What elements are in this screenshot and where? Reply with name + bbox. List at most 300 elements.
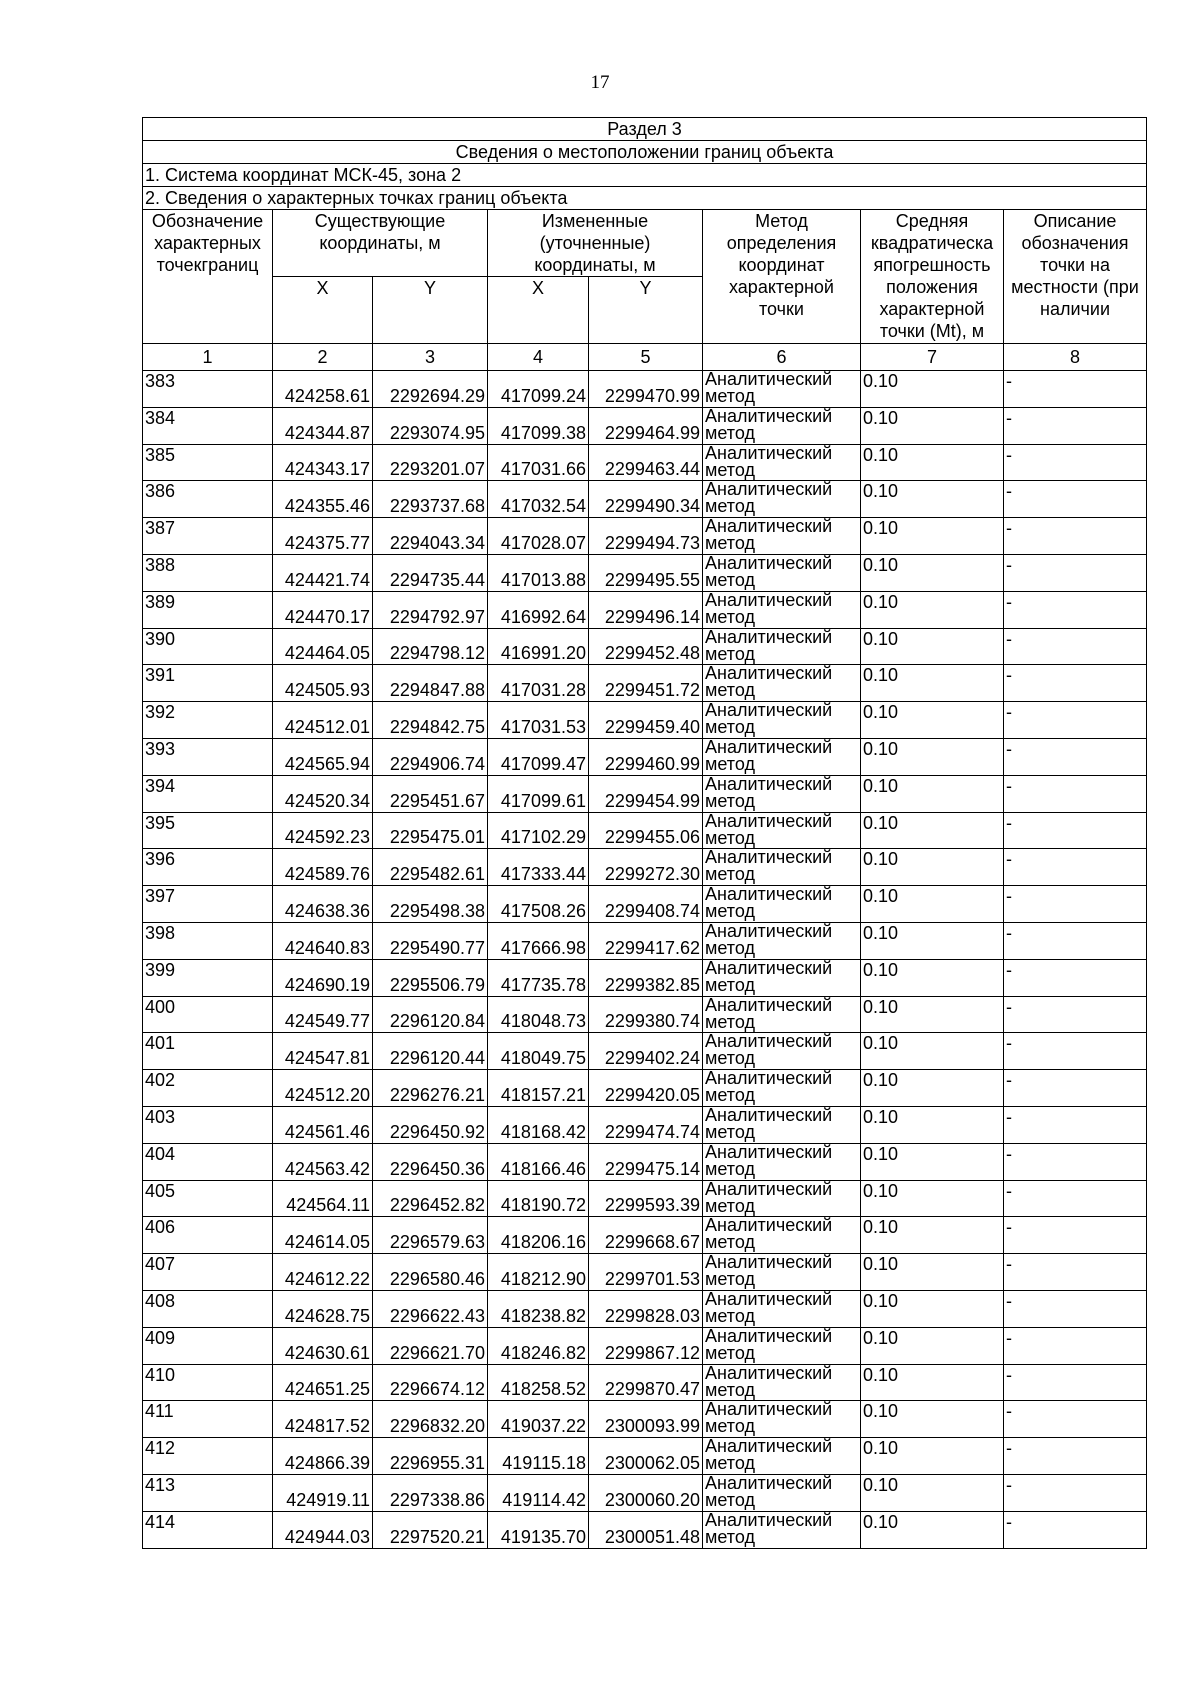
- point-id: 388: [143, 554, 273, 591]
- description: -: [1004, 812, 1147, 849]
- table-row: [143, 371, 1147, 408]
- changed-x: 417031.28: [488, 665, 589, 702]
- header-changed-y: Y: [589, 277, 703, 344]
- changed-x: 418048.73: [488, 996, 589, 1033]
- changed-y: 2299402.24: [589, 1033, 703, 1070]
- changed-y: 2299701.53: [589, 1254, 703, 1291]
- point-id: 402: [143, 1070, 273, 1107]
- method: Аналитический метод: [703, 628, 861, 665]
- changed-x: 417666.98: [488, 922, 589, 959]
- point-id: 412: [143, 1438, 273, 1475]
- description: -: [1004, 959, 1147, 996]
- changed-x: 417735.78: [488, 959, 589, 996]
- point-id: 390: [143, 628, 273, 665]
- table-row: [143, 1438, 1147, 1475]
- description: -: [1004, 1106, 1147, 1143]
- existing-y: 2294043.34: [373, 518, 488, 555]
- method: Аналитический метод: [703, 1364, 861, 1401]
- table-row: [143, 1474, 1147, 1511]
- method: Аналитический метод: [703, 849, 861, 886]
- column-number: 4: [488, 344, 589, 371]
- table-row: [143, 1401, 1147, 1438]
- existing-y: 2296955.31: [373, 1438, 488, 1475]
- changed-x: 417508.26: [488, 886, 589, 923]
- mean-error: 0.10: [861, 959, 1004, 996]
- mean-error: 0.10: [861, 1327, 1004, 1364]
- description: -: [1004, 922, 1147, 959]
- description: -: [1004, 371, 1147, 408]
- table-row: [143, 407, 1147, 444]
- existing-y: 2296450.92: [373, 1106, 488, 1143]
- changed-x: 417102.29: [488, 812, 589, 849]
- header-existing-y: Y: [373, 277, 488, 344]
- point-id: 413: [143, 1474, 273, 1511]
- changed-y: 2299459.40: [589, 702, 703, 739]
- mean-error: 0.10: [861, 481, 1004, 518]
- changed-y: 2299454.99: [589, 775, 703, 812]
- existing-y: 2296622.43: [373, 1290, 488, 1327]
- table-row: [143, 1070, 1147, 1107]
- method: Аналитический метод: [703, 407, 861, 444]
- method: Аналитический метод: [703, 665, 861, 702]
- changed-y: 2299828.03: [589, 1290, 703, 1327]
- existing-y: 2295506.79: [373, 959, 488, 996]
- point-id: 383: [143, 371, 273, 408]
- mean-error: 0.10: [861, 1033, 1004, 1070]
- boundary-points-table: [142, 117, 1147, 1549]
- table-row: [143, 959, 1147, 996]
- description: -: [1004, 886, 1147, 923]
- table-row: [143, 1180, 1147, 1217]
- method: Аналитический метод: [703, 1217, 861, 1254]
- existing-x: 424866.39: [273, 1438, 373, 1475]
- method: Аналитический метод: [703, 1511, 861, 1548]
- point-id: 392: [143, 702, 273, 739]
- existing-x: 424592.23: [273, 812, 373, 849]
- method: Аналитический метод: [703, 996, 861, 1033]
- point-id: 385: [143, 444, 273, 481]
- description: -: [1004, 1401, 1147, 1438]
- point-id: 408: [143, 1290, 273, 1327]
- changed-x: 419135.70: [488, 1511, 589, 1548]
- method: Аналитический метод: [703, 1070, 861, 1107]
- changed-x: 417031.53: [488, 702, 589, 739]
- existing-x: 424547.81: [273, 1033, 373, 1070]
- changed-y: 2299495.55: [589, 554, 703, 591]
- changed-y: 2300060.20: [589, 1474, 703, 1511]
- changed-x: 418157.21: [488, 1070, 589, 1107]
- changed-y: 2299451.72: [589, 665, 703, 702]
- existing-y: 2296832.20: [373, 1401, 488, 1438]
- header-method: Метод определения координат характерной точки: [703, 210, 861, 344]
- existing-y: 2294792.97: [373, 591, 488, 628]
- changed-y: 2299668.67: [589, 1217, 703, 1254]
- description: -: [1004, 1511, 1147, 1548]
- point-id: 387: [143, 518, 273, 555]
- existing-y: 2296674.12: [373, 1364, 488, 1401]
- existing-x: 424638.36: [273, 886, 373, 923]
- changed-y: 2299408.74: [589, 886, 703, 923]
- table-row: [143, 665, 1147, 702]
- changed-y: 2299490.34: [589, 481, 703, 518]
- changed-x: 417032.54: [488, 481, 589, 518]
- mean-error: 0.10: [861, 1438, 1004, 1475]
- changed-y: 2299496.14: [589, 591, 703, 628]
- point-id: 395: [143, 812, 273, 849]
- changed-y: 2299382.85: [589, 959, 703, 996]
- method: Аналитический метод: [703, 886, 861, 923]
- changed-y: 2299867.12: [589, 1327, 703, 1364]
- changed-y: 2299380.74: [589, 996, 703, 1033]
- method: Аналитический метод: [703, 922, 861, 959]
- existing-x: 424343.17: [273, 444, 373, 481]
- description: -: [1004, 1033, 1147, 1070]
- existing-x: 424614.05: [273, 1217, 373, 1254]
- mean-error: 0.10: [861, 996, 1004, 1033]
- existing-y: 2296120.84: [373, 996, 488, 1033]
- method: Аналитический метод: [703, 1438, 861, 1475]
- table-row: [143, 554, 1147, 591]
- table-row: [143, 775, 1147, 812]
- description: -: [1004, 554, 1147, 591]
- header-description: Описание обозначения точки на местности (при наличии: [1004, 210, 1147, 344]
- mean-error: 0.10: [861, 665, 1004, 702]
- point-id: 393: [143, 738, 273, 775]
- changed-x: 418246.82: [488, 1327, 589, 1364]
- mean-error: 0.10: [861, 554, 1004, 591]
- header-designation: Обозначение характерных точекграниц: [143, 210, 273, 344]
- header-changed-x: X: [488, 277, 589, 344]
- description: -: [1004, 1438, 1147, 1475]
- point-id: 414: [143, 1511, 273, 1548]
- changed-y: 2299455.06: [589, 812, 703, 849]
- mean-error: 0.10: [861, 1290, 1004, 1327]
- existing-y: 2294842.75: [373, 702, 488, 739]
- changed-y: 2299463.44: [589, 444, 703, 481]
- existing-y: 2295475.01: [373, 812, 488, 849]
- table-row: [143, 996, 1147, 1033]
- changed-x: 417099.24: [488, 371, 589, 408]
- existing-x: 424589.76: [273, 849, 373, 886]
- existing-y: 2295451.67: [373, 775, 488, 812]
- method: Аналитический метод: [703, 1143, 861, 1180]
- method: Аналитический метод: [703, 1033, 861, 1070]
- existing-y: 2293737.68: [373, 481, 488, 518]
- description: -: [1004, 1290, 1147, 1327]
- table-row: [143, 518, 1147, 555]
- changed-x: 416991.20: [488, 628, 589, 665]
- changed-x: 418190.72: [488, 1180, 589, 1217]
- column-number: 7: [861, 344, 1004, 371]
- existing-x: 424258.61: [273, 371, 373, 408]
- existing-x: 424612.22: [273, 1254, 373, 1291]
- changed-x: 417333.44: [488, 849, 589, 886]
- section-title: Раздел 3: [143, 118, 1147, 141]
- point-id: 389: [143, 591, 273, 628]
- existing-x: 424375.77: [273, 518, 373, 555]
- changed-y: 2299475.14: [589, 1143, 703, 1180]
- existing-x: 424421.74: [273, 554, 373, 591]
- description: -: [1004, 481, 1147, 518]
- description: -: [1004, 1364, 1147, 1401]
- changed-y: 2299420.05: [589, 1070, 703, 1107]
- existing-x: 424919.11: [273, 1474, 373, 1511]
- description: -: [1004, 702, 1147, 739]
- changed-y: 2299494.73: [589, 518, 703, 555]
- mean-error: 0.10: [861, 407, 1004, 444]
- changed-y: 2300051.48: [589, 1511, 703, 1548]
- changed-x: 418258.52: [488, 1364, 589, 1401]
- existing-x: 424565.94: [273, 738, 373, 775]
- method: Аналитический метод: [703, 775, 861, 812]
- existing-y: 2294735.44: [373, 554, 488, 591]
- table-row: [143, 738, 1147, 775]
- existing-y: 2293201.07: [373, 444, 488, 481]
- point-id: 399: [143, 959, 273, 996]
- point-id: 407: [143, 1254, 273, 1291]
- existing-x: 424355.46: [273, 481, 373, 518]
- method: Аналитический метод: [703, 1290, 861, 1327]
- method: Аналитический метод: [703, 702, 861, 739]
- existing-y: 2294798.12: [373, 628, 488, 665]
- changed-y: 2299474.74: [589, 1106, 703, 1143]
- changed-x: 418238.82: [488, 1290, 589, 1327]
- existing-x: 424651.25: [273, 1364, 373, 1401]
- description: -: [1004, 1143, 1147, 1180]
- description: -: [1004, 775, 1147, 812]
- column-number: 2: [273, 344, 373, 371]
- method: Аналитический метод: [703, 371, 861, 408]
- table-row: [143, 849, 1147, 886]
- changed-x: 418206.16: [488, 1217, 589, 1254]
- header-existing: Существующие координаты, м: [273, 210, 488, 277]
- description: -: [1004, 518, 1147, 555]
- existing-x: 424563.42: [273, 1143, 373, 1180]
- existing-y: 2296579.63: [373, 1217, 488, 1254]
- changed-y: 2300093.99: [589, 1401, 703, 1438]
- changed-y: 2299870.47: [589, 1364, 703, 1401]
- changed-y: 2299470.99: [589, 371, 703, 408]
- existing-y: 2295498.38: [373, 886, 488, 923]
- point-id: 410: [143, 1364, 273, 1401]
- existing-x: 424628.75: [273, 1290, 373, 1327]
- existing-y: 2296120.44: [373, 1033, 488, 1070]
- mean-error: 0.10: [861, 922, 1004, 959]
- table-row: [143, 702, 1147, 739]
- changed-x: 419037.22: [488, 1401, 589, 1438]
- point-id: 405: [143, 1180, 273, 1217]
- existing-x: 424512.20: [273, 1070, 373, 1107]
- mean-error: 0.10: [861, 849, 1004, 886]
- method: Аналитический метод: [703, 1474, 861, 1511]
- mean-error: 0.10: [861, 1401, 1004, 1438]
- existing-x: 424549.77: [273, 996, 373, 1033]
- table-row: [143, 481, 1147, 518]
- changed-x: 417031.66: [488, 444, 589, 481]
- method: Аналитический метод: [703, 518, 861, 555]
- changed-y: 2300062.05: [589, 1438, 703, 1475]
- point-id: 401: [143, 1033, 273, 1070]
- coord-system: 1. Система координат МСК-45, зона 2: [143, 164, 1147, 187]
- mean-error: 0.10: [861, 812, 1004, 849]
- method: Аналитический метод: [703, 1401, 861, 1438]
- changed-x: 418049.75: [488, 1033, 589, 1070]
- method: Аналитический метод: [703, 481, 861, 518]
- changed-x: 419115.18: [488, 1438, 589, 1475]
- table-row: [143, 1511, 1147, 1548]
- existing-y: 2294906.74: [373, 738, 488, 775]
- changed-x: 417099.61: [488, 775, 589, 812]
- point-id: 404: [143, 1143, 273, 1180]
- method: Аналитический метод: [703, 1254, 861, 1291]
- table-row: [143, 1033, 1147, 1070]
- point-id: 397: [143, 886, 273, 923]
- changed-x: 417028.07: [488, 518, 589, 555]
- description: -: [1004, 444, 1147, 481]
- point-id: 386: [143, 481, 273, 518]
- table-row: [143, 1290, 1147, 1327]
- existing-y: 2297338.86: [373, 1474, 488, 1511]
- method: Аналитический метод: [703, 591, 861, 628]
- existing-x: 424640.83: [273, 922, 373, 959]
- method: Аналитический метод: [703, 959, 861, 996]
- point-id: 384: [143, 407, 273, 444]
- point-id: 411: [143, 1401, 273, 1438]
- description: -: [1004, 1180, 1147, 1217]
- point-id: 400: [143, 996, 273, 1033]
- table-row: [143, 922, 1147, 959]
- mean-error: 0.10: [861, 518, 1004, 555]
- table-row: [143, 1327, 1147, 1364]
- method: Аналитический метод: [703, 1327, 861, 1364]
- point-id: 403: [143, 1106, 273, 1143]
- changed-x: 417013.88: [488, 554, 589, 591]
- header-error: Средняя квадратическа япогрешность положения характерной точки (Mt), м: [861, 210, 1004, 344]
- mean-error: 0.10: [861, 591, 1004, 628]
- existing-y: 2292694.29: [373, 371, 488, 408]
- description: -: [1004, 1254, 1147, 1291]
- table-row: [143, 628, 1147, 665]
- table-row: [143, 1217, 1147, 1254]
- table-row: [143, 1364, 1147, 1401]
- changed-x: 419114.42: [488, 1474, 589, 1511]
- mean-error: 0.10: [861, 371, 1004, 408]
- description: -: [1004, 738, 1147, 775]
- existing-y: 2296621.70: [373, 1327, 488, 1364]
- description: -: [1004, 407, 1147, 444]
- changed-y: 2299452.48: [589, 628, 703, 665]
- existing-y: 2296452.82: [373, 1180, 488, 1217]
- existing-y: 2297520.21: [373, 1511, 488, 1548]
- existing-y: 2293074.95: [373, 407, 488, 444]
- changed-y: 2299460.99: [589, 738, 703, 775]
- existing-x: 424690.19: [273, 959, 373, 996]
- point-id: 398: [143, 922, 273, 959]
- point-id: 391: [143, 665, 273, 702]
- table-row: [143, 1106, 1147, 1143]
- existing-x: 424630.61: [273, 1327, 373, 1364]
- column-numbers-row: [143, 344, 1147, 371]
- column-number: 8: [1004, 344, 1147, 371]
- point-id: 394: [143, 775, 273, 812]
- point-id: 409: [143, 1327, 273, 1364]
- point-id: 396: [143, 849, 273, 886]
- mean-error: 0.10: [861, 1143, 1004, 1180]
- existing-x: 424817.52: [273, 1401, 373, 1438]
- description: -: [1004, 1327, 1147, 1364]
- table-row: [143, 444, 1147, 481]
- existing-y: 2294847.88: [373, 665, 488, 702]
- description: -: [1004, 1474, 1147, 1511]
- method: Аналитический метод: [703, 554, 861, 591]
- table-row: [143, 1254, 1147, 1291]
- table-title: Сведения о местоположении границ объекта: [143, 141, 1147, 164]
- column-number: 6: [703, 344, 861, 371]
- table-row: [143, 812, 1147, 849]
- existing-x: 424464.05: [273, 628, 373, 665]
- mean-error: 0.10: [861, 1254, 1004, 1291]
- changed-x: 417099.47: [488, 738, 589, 775]
- mean-error: 0.10: [861, 775, 1004, 812]
- existing-y: 2296580.46: [373, 1254, 488, 1291]
- existing-x: 424512.01: [273, 702, 373, 739]
- mean-error: 0.10: [861, 1474, 1004, 1511]
- header-existing-x: X: [273, 277, 373, 344]
- existing-x: 424944.03: [273, 1511, 373, 1548]
- changed-x: 416992.64: [488, 591, 589, 628]
- changed-y: 2299272.30: [589, 849, 703, 886]
- changed-x: 417099.38: [488, 407, 589, 444]
- mean-error: 0.10: [861, 738, 1004, 775]
- column-number: 5: [589, 344, 703, 371]
- description: -: [1004, 849, 1147, 886]
- mean-error: 0.10: [861, 1217, 1004, 1254]
- changed-y: 2299417.62: [589, 922, 703, 959]
- existing-y: 2295482.61: [373, 849, 488, 886]
- existing-x: 424505.93: [273, 665, 373, 702]
- changed-y: 2299593.39: [589, 1180, 703, 1217]
- description: -: [1004, 1217, 1147, 1254]
- mean-error: 0.10: [861, 702, 1004, 739]
- existing-y: 2296276.21: [373, 1070, 488, 1107]
- table-row: [143, 1143, 1147, 1180]
- mean-error: 0.10: [861, 1511, 1004, 1548]
- existing-y: 2296450.36: [373, 1143, 488, 1180]
- description: -: [1004, 665, 1147, 702]
- mean-error: 0.10: [861, 444, 1004, 481]
- changed-x: 418212.90: [488, 1254, 589, 1291]
- method: Аналитический метод: [703, 1106, 861, 1143]
- method: Аналитический метод: [703, 444, 861, 481]
- changed-x: 418166.46: [488, 1143, 589, 1180]
- page-number: 17: [590, 72, 610, 93]
- points-header: 2. Сведения о характерных точках границ объекта: [143, 187, 1147, 210]
- existing-x: 424344.87: [273, 407, 373, 444]
- method: Аналитический метод: [703, 738, 861, 775]
- table-row: [143, 886, 1147, 923]
- point-id: 406: [143, 1217, 273, 1254]
- table-row: [143, 591, 1147, 628]
- description: -: [1004, 1070, 1147, 1107]
- changed-x: 418168.42: [488, 1106, 589, 1143]
- mean-error: 0.10: [861, 1364, 1004, 1401]
- existing-y: 2295490.77: [373, 922, 488, 959]
- mean-error: 0.10: [861, 628, 1004, 665]
- mean-error: 0.10: [861, 1180, 1004, 1217]
- description: -: [1004, 628, 1147, 665]
- description: -: [1004, 996, 1147, 1033]
- existing-x: 424564.11: [273, 1180, 373, 1217]
